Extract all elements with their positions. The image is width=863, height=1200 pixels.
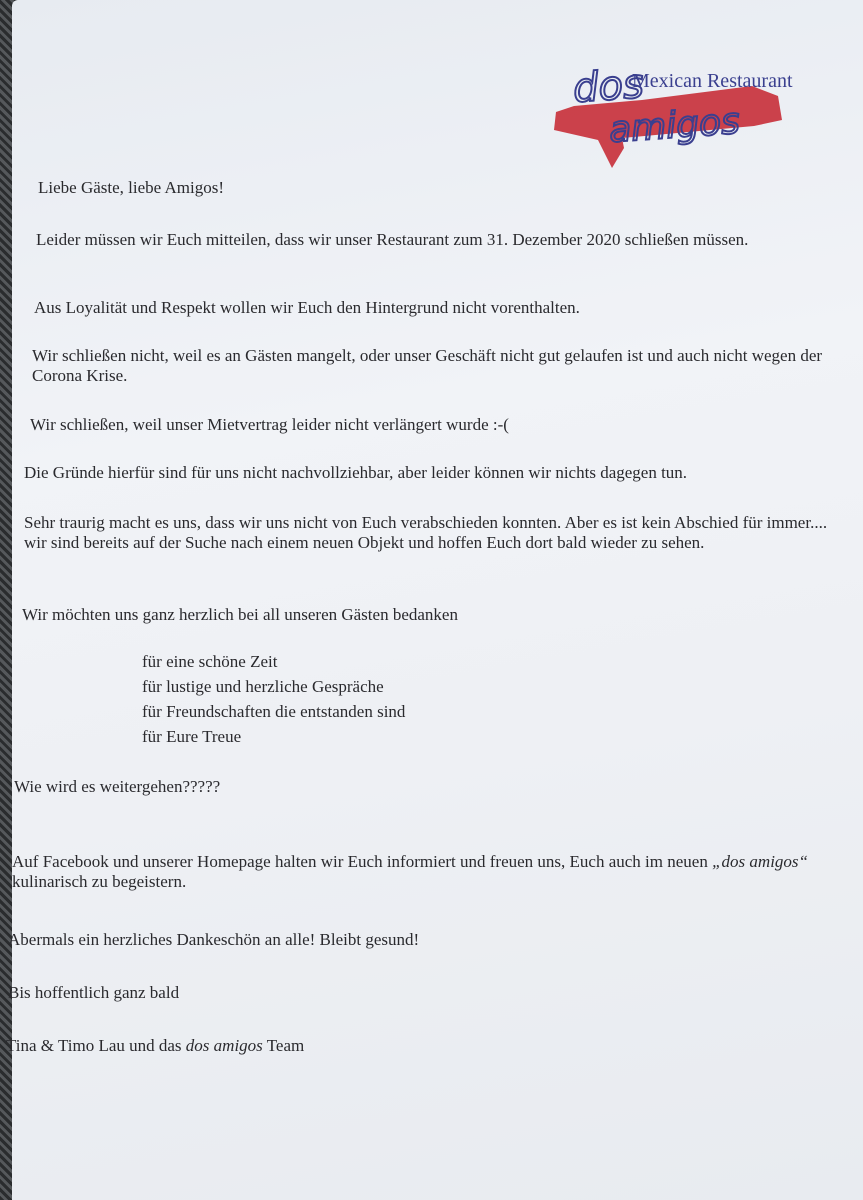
thanks-list-item: für lustige und herzliche Gespräche [142, 677, 384, 696]
paragraph-loyalty: Aus Loyalität und Respekt wollen wir Euch den Hintergrund nicht vorenthalten. [34, 298, 580, 317]
paragraph-lease: Wir schließen, weil unser Mietvertrag leider nicht verlängert wurde :-( [30, 415, 509, 434]
paragraph-thanks: Wir möchten uns ganz herzlich bei all unseren Gästen bedanken [22, 605, 458, 624]
paragraph-see-you: Bis hoffentlich ganz bald [8, 983, 180, 1002]
paragraph-farewell: Sehr traurig macht es uns, dass wir uns nicht von Euch verabschieden konnten. Aber es ist kein Abschied für immer.... wir sind bereits auf der Suche nach einem neuen Objekt und hoffen Euch dort bald wieder zu sehen. [24, 513, 828, 552]
paragraph-not-because: Wir schließen nicht, weil es an Gästen mangelt, oder unser Geschäft nicht gut gelaufen ist und auch nicht wegen der Corona Krise. [32, 346, 823, 385]
thanks-list-item: für Eure Treue [142, 727, 242, 746]
facebook-text: Auf Facebook und unserer Homepage halten wir Euch informiert und freuen uns, Euch auch im neuen [12, 852, 713, 871]
paragraph-thank-you: Abermals ein herzliches Dankeschön an alle! Bleibt gesund! [8, 930, 420, 949]
logo-brand-dos: dos [571, 61, 646, 112]
logo-brand-amigos: amigos [607, 100, 742, 151]
thanks-list-item: für eine schöne Zeit [142, 652, 278, 671]
greeting: Liebe Gäste, liebe Amigos! [38, 178, 225, 197]
paragraph-closing-notice: Leider müssen wir Euch mitteilen, dass wir unser Restaurant zum 31. Dezember 2020 schließen müssen. [36, 230, 749, 249]
facebook-text-end: kulinarisch zu begeistern. [12, 872, 187, 891]
signature-team: Team [262, 1036, 305, 1055]
signature [6, 1036, 304, 1056]
signature-restaurant-name: dos amigos [185, 1036, 263, 1055]
paragraph-facebook [12, 852, 852, 892]
letter-paper [6, 0, 863, 1200]
thanks-list-item: für Freundschaften die entstanden sind [142, 702, 406, 721]
facebook-restaurant-name: „dos amigos“ [712, 852, 808, 871]
signature-names: Tina & Timo Lau und das [6, 1036, 186, 1055]
restaurant-logo [552, 44, 852, 174]
paragraph-reasons: Die Gründe hierfür sind für uns nicht nachvollziehbar, aber leider können wir nichts dagegen tun. [24, 463, 688, 482]
question-line: Wie wird es weitergehen????? [14, 777, 221, 796]
logo-tagline: Mexican Restaurant [632, 70, 793, 92]
